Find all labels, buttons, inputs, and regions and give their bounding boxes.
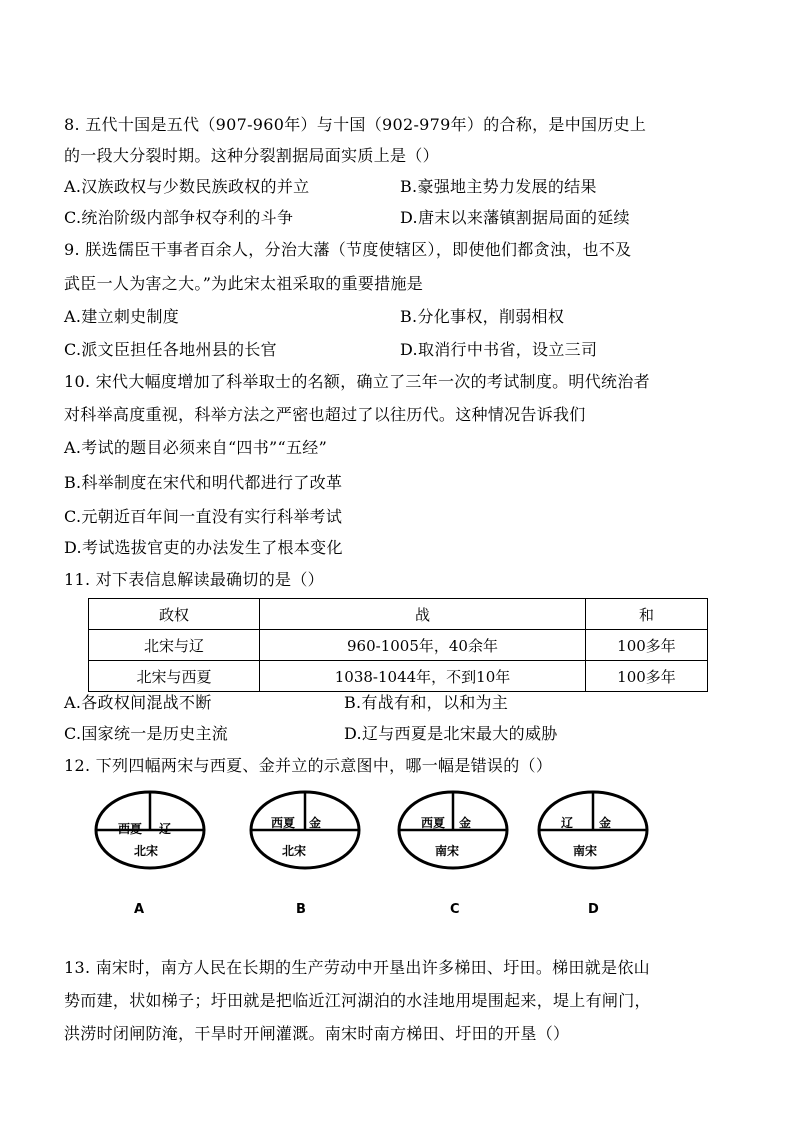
region-label: 南宋 — [435, 844, 460, 858]
q10-option-d[interactable]: D.考试选拔官吏的办法发生了根本变化 — [64, 538, 343, 557]
q11-table — [88, 598, 708, 692]
q8-option-c[interactable]: C.统治阶级内部争权夺利的斗争 — [64, 208, 294, 227]
q13-stem-line3: 洪涝时闭闸防淹，干旱时开闸灌溉。南宋时南方梯田、圩田的开垦（） — [64, 1024, 570, 1043]
table-row — [89, 661, 708, 692]
q8-stem-line2: 的一段大分裂时期。这种分裂割据局面实质上是（） — [64, 146, 439, 165]
q8-option-b[interactable]: B.豪强地主势力发展的结果 — [400, 177, 597, 196]
region-label: 西夏 — [421, 816, 446, 830]
q10-option-a[interactable]: A.考试的题目必须来自“四书”“五经” — [64, 438, 328, 457]
table-cell: 北宋与辽 — [89, 630, 260, 661]
q9-option-b[interactable]: B.分化事权，削弱相权 — [400, 307, 565, 326]
map-option-d[interactable] — [537, 790, 649, 870]
map-option-b[interactable] — [249, 790, 361, 870]
region-label: 西夏 — [271, 816, 296, 830]
region-label: 金 — [599, 816, 612, 830]
q13-stem-line1: 13. 南宋时，南方人民在长期的生产劳动中开垦出许多梯田、圩田。梯田就是依山 — [64, 958, 650, 977]
q9-stem-line2: 武臣一人为害之大。”为此宋太祖采取的重要措施是 — [64, 274, 424, 293]
q10-option-b[interactable]: B.科举制度在宋代和明代都进行了改革 — [64, 473, 343, 492]
region-label: 辽 — [159, 822, 172, 836]
map-option-a[interactable] — [94, 790, 206, 870]
region-label: 金 — [309, 816, 322, 830]
region-label: 金 — [459, 816, 472, 830]
map-label-c: C — [450, 902, 460, 917]
q11-stem: 11. 对下表信息解读最确切的是（） — [64, 570, 324, 589]
region-label: 北宋 — [282, 844, 307, 858]
q10-option-c[interactable]: C.元朝近百年间一直没有实行科举考试 — [64, 507, 343, 526]
q11-option-d[interactable]: D.辽与西夏是北宋最大的威胁 — [344, 724, 558, 743]
map-label-a: A — [134, 902, 145, 917]
table-header-regime: 政权 — [89, 599, 260, 630]
q9-option-a[interactable]: A.建立刺史制度 — [64, 307, 180, 326]
table-cell: 960-1005年，40余年 — [260, 630, 586, 661]
table-cell: 100多年 — [586, 661, 708, 692]
q10-stem-line1: 10. 宋代大幅度增加了科举取士的名额，确立了三年一次的考试制度。明代统治者 — [64, 372, 650, 391]
table-cell: 100多年 — [586, 630, 708, 661]
table-header-war: 战 — [260, 599, 586, 630]
q8-option-a[interactable]: A.汉族政权与少数民族政权的并立 — [64, 177, 310, 196]
q8-stem-line1: 8. 五代十国是五代（907-960年）与十国（902-979年）的合称，是中国历史上 — [64, 115, 647, 134]
q8-option-d[interactable]: D.唐末以来藩镇割据局面的延续 — [400, 208, 630, 227]
q12-stem: 12. 下列四幅两宋与西夏、金并立的示意图中，哪一幅是错误的（） — [64, 756, 553, 775]
table-cell: 1038-1044年，不到10年 — [260, 661, 586, 692]
q9-option-d[interactable]: D.取消行中书省，设立三司 — [400, 340, 598, 359]
q11-option-b[interactable]: B.有战有和，以和为主 — [344, 693, 509, 712]
region-label: 辽 — [561, 816, 574, 830]
region-label: 北宋 — [134, 844, 159, 858]
map-label-b: B — [296, 902, 306, 917]
q11-option-c[interactable]: C.国家统一是历史主流 — [64, 724, 229, 743]
q13-stem-line2: 势而建，状如梯子；圩田就是把临近江河湖泊的水洼地用堤围起来，堤上有闸门， — [64, 991, 651, 1010]
region-label: 西夏 — [118, 822, 143, 836]
q9-stem-line1: 9. 朕选儒臣干事者百余人，分治大藩（节度使辖区），即使他们都贪浊，也不及 — [64, 240, 632, 259]
table-header-peace: 和 — [586, 599, 708, 630]
table-header-row — [89, 599, 708, 630]
region-label: 南宋 — [573, 844, 598, 858]
map-option-c[interactable] — [397, 790, 509, 870]
q11-option-a[interactable]: A.各政权间混战不断 — [64, 693, 212, 712]
table-row — [89, 630, 708, 661]
map-label-d: D — [588, 902, 599, 917]
q9-option-c[interactable]: C.派文臣担任各地州县的长官 — [64, 340, 277, 359]
table-cell: 北宋与西夏 — [89, 661, 260, 692]
q10-stem-line2: 对科举高度重视，科举方法之严密也超过了以往历代。这种情况告诉我们 — [64, 405, 586, 424]
